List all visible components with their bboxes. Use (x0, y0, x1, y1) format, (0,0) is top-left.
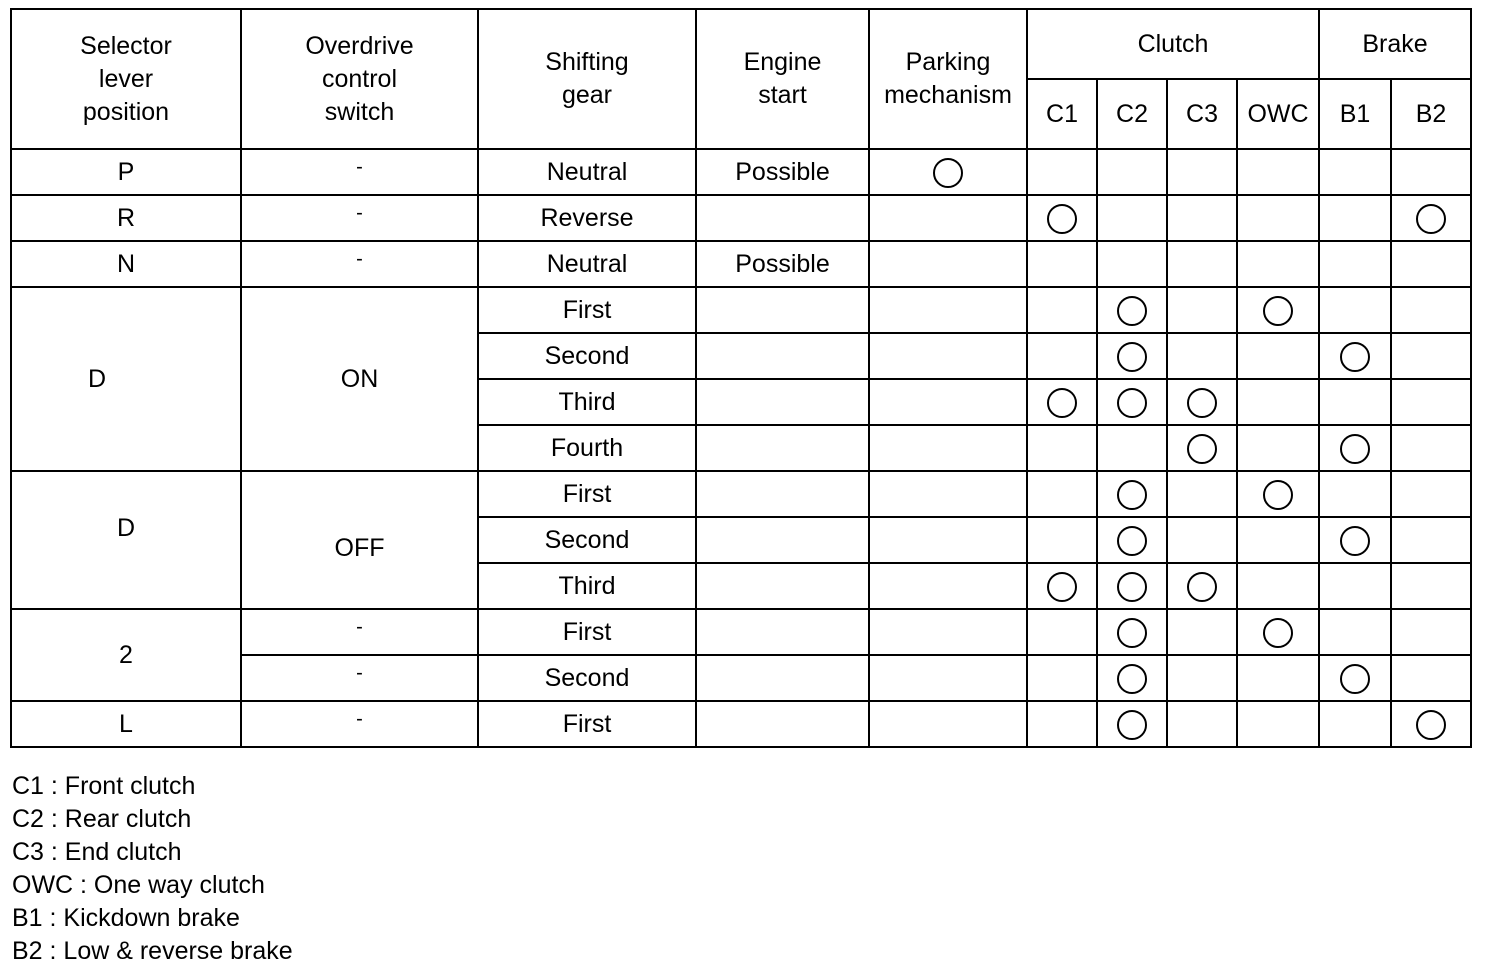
cell-parking-mechanism (869, 287, 1027, 333)
cell-c1 (1027, 425, 1097, 471)
cell-overdrive (241, 701, 478, 747)
cell-c2 (1097, 287, 1167, 333)
cell-selector (11, 287, 241, 471)
cell-engine-start (696, 563, 869, 609)
cell-shifting-gear: First (478, 287, 696, 333)
cell-owc (1237, 195, 1319, 241)
cell-selector (11, 241, 241, 287)
cell-selector (11, 471, 241, 609)
cell-selector (11, 195, 241, 241)
cell-parking-mechanism (869, 471, 1027, 517)
table-row (11, 609, 1471, 655)
cell-shifting-gear: Second (478, 517, 696, 563)
selector-value: D (88, 364, 107, 393)
cell-c1 (1027, 149, 1097, 195)
engaged-circle-icon (1117, 618, 1147, 648)
cell-c2 (1097, 195, 1167, 241)
engaged-circle-icon (1263, 618, 1293, 648)
cell-c3 (1167, 379, 1237, 425)
legend-item-b2: B2 : Low & reverse brake (12, 937, 293, 965)
table-row (11, 471, 1471, 517)
cell-shifting-gear: Third (478, 379, 696, 425)
engaged-circle-icon (1263, 480, 1293, 510)
engaged-circle-icon (1187, 572, 1217, 602)
selector-value: D (116, 513, 136, 542)
cell-engine-start (696, 379, 869, 425)
selector-value: R (116, 203, 136, 232)
engaged-circle-icon (1187, 388, 1217, 418)
cell-c3 (1167, 425, 1237, 471)
cell-b1 (1319, 425, 1391, 471)
cell-b2 (1391, 287, 1471, 333)
engaged-circle-icon (1340, 526, 1370, 556)
overdrive-value: ON (340, 364, 379, 393)
engaged-circle-icon (1416, 710, 1446, 740)
cell-shifting-gear: Fourth (478, 425, 696, 471)
cell-c1 (1027, 287, 1097, 333)
cell-parking-mechanism (869, 149, 1027, 195)
overdrive-value: - (356, 661, 363, 684)
cell-shifting-gear: Reverse (478, 195, 696, 241)
legend-item-c3: C3 : End clutch (12, 838, 182, 866)
cell-selector (11, 609, 241, 701)
table-row (11, 149, 1471, 195)
engaged-circle-icon (1117, 664, 1147, 694)
engaged-circle-icon (933, 158, 963, 188)
cell-b1 (1319, 563, 1391, 609)
cell-selector (11, 149, 241, 195)
cell-c1 (1027, 563, 1097, 609)
cell-c3 (1167, 333, 1237, 379)
cell-c1 (1027, 195, 1097, 241)
table-row (11, 241, 1471, 287)
cell-owc (1237, 655, 1319, 701)
cell-overdrive (241, 609, 478, 655)
cell-b1 (1319, 609, 1391, 655)
cell-c2 (1097, 609, 1167, 655)
cell-parking-mechanism (869, 655, 1027, 701)
cell-engine-start (696, 701, 869, 747)
header-owc: OWC (1237, 79, 1319, 149)
cell-c2 (1097, 241, 1167, 287)
engaged-circle-icon (1263, 296, 1293, 326)
engaged-circle-icon (1340, 434, 1370, 464)
header-c3: C3 (1167, 79, 1237, 149)
cell-b1 (1319, 149, 1391, 195)
cell-c1 (1027, 333, 1097, 379)
overdrive-value: - (356, 707, 363, 730)
cell-b2 (1391, 701, 1471, 747)
selector-value: N (116, 249, 136, 278)
cell-owc (1237, 517, 1319, 563)
cell-engine-start (696, 287, 869, 333)
cell-shifting-gear: First (478, 609, 696, 655)
overdrive-value: OFF (334, 533, 385, 562)
engaged-circle-icon (1047, 388, 1077, 418)
cell-c2 (1097, 333, 1167, 379)
cell-c1 (1027, 379, 1097, 425)
cell-b1 (1319, 287, 1391, 333)
header-brake: Brake (1319, 9, 1471, 79)
cell-b2 (1391, 425, 1471, 471)
cell-b1 (1319, 701, 1391, 747)
cell-c1 (1027, 471, 1097, 517)
header-c2: C2 (1097, 79, 1167, 149)
cell-c3 (1167, 195, 1237, 241)
header-c1: C1 (1027, 79, 1097, 149)
cell-shifting-gear: Neutral (478, 241, 696, 287)
cell-b2 (1391, 655, 1471, 701)
cell-b2 (1391, 379, 1471, 425)
engaged-circle-icon (1117, 296, 1147, 326)
cell-b1 (1319, 333, 1391, 379)
table-header (11, 9, 1471, 149)
cell-shifting-gear: Second (478, 655, 696, 701)
cell-c3 (1167, 287, 1237, 333)
cell-owc (1237, 149, 1319, 195)
cell-c3 (1167, 241, 1237, 287)
table-row (11, 195, 1471, 241)
cell-parking-mechanism (869, 563, 1027, 609)
cell-b1 (1319, 379, 1391, 425)
cell-c1 (1027, 701, 1097, 747)
engaged-circle-icon (1340, 342, 1370, 372)
header-engine-start: Engine start (696, 9, 869, 149)
cell-owc (1237, 701, 1319, 747)
cell-c2 (1097, 471, 1167, 517)
header-overdrive-control-switch: Overdrive control switch (241, 9, 478, 149)
cell-c3 (1167, 471, 1237, 517)
cell-b1 (1319, 517, 1391, 563)
overdrive-value: - (356, 201, 363, 224)
cell-overdrive (241, 195, 478, 241)
cell-b2 (1391, 241, 1471, 287)
cell-c3 (1167, 609, 1237, 655)
shift-table (10, 8, 1472, 748)
table-body (11, 149, 1471, 747)
cell-shifting-gear: First (478, 701, 696, 747)
table-row (11, 701, 1471, 747)
cell-b1 (1319, 195, 1391, 241)
cell-parking-mechanism (869, 609, 1027, 655)
cell-c2 (1097, 517, 1167, 563)
header-b2: B2 (1391, 79, 1471, 149)
cell-owc (1237, 425, 1319, 471)
cell-owc (1237, 379, 1319, 425)
overdrive-value: - (356, 615, 363, 638)
cell-owc (1237, 241, 1319, 287)
cell-b2 (1391, 149, 1471, 195)
header-parking-mechanism: Parking mechanism (869, 9, 1027, 149)
overdrive-value: - (356, 155, 363, 178)
cell-owc (1237, 287, 1319, 333)
cell-shifting-gear: Neutral (478, 149, 696, 195)
selector-value: 2 (119, 640, 133, 669)
cell-c3 (1167, 517, 1237, 563)
legend-item-owc: OWC : One way clutch (12, 871, 265, 899)
cell-engine-start: Possible (696, 241, 869, 287)
cell-overdrive (241, 655, 478, 701)
legend-item-b1: B1 : Kickdown brake (12, 904, 240, 932)
cell-overdrive (241, 241, 478, 287)
cell-c3 (1167, 563, 1237, 609)
cell-shifting-gear: Third (478, 563, 696, 609)
cell-engine-start: Possible (696, 149, 869, 195)
engaged-circle-icon (1117, 388, 1147, 418)
cell-b2 (1391, 471, 1471, 517)
engaged-circle-icon (1047, 572, 1077, 602)
cell-engine-start (696, 655, 869, 701)
cell-parking-mechanism (869, 195, 1027, 241)
cell-owc (1237, 609, 1319, 655)
cell-parking-mechanism (869, 701, 1027, 747)
cell-parking-mechanism (869, 517, 1027, 563)
selector-value: P (117, 157, 135, 186)
cell-overdrive (241, 287, 478, 471)
cell-engine-start (696, 333, 869, 379)
engaged-circle-icon (1117, 480, 1147, 510)
cell-c3 (1167, 655, 1237, 701)
table-row (11, 287, 1471, 333)
cell-c2 (1097, 149, 1167, 195)
cell-engine-start (696, 471, 869, 517)
legend-item-c2: C2 : Rear clutch (12, 805, 192, 833)
cell-c2 (1097, 655, 1167, 701)
cell-c2 (1097, 425, 1167, 471)
cell-shifting-gear: First (478, 471, 696, 517)
engaged-circle-icon (1416, 204, 1446, 234)
cell-parking-mechanism (869, 333, 1027, 379)
cell-c1 (1027, 609, 1097, 655)
engaged-circle-icon (1117, 710, 1147, 740)
cell-engine-start (696, 517, 869, 563)
cell-b1 (1319, 471, 1391, 517)
engaged-circle-icon (1187, 434, 1217, 464)
engaged-circle-icon (1117, 526, 1147, 556)
legend-item-c1: C1 : Front clutch (12, 772, 196, 800)
cell-overdrive (241, 471, 478, 609)
cell-owc (1237, 563, 1319, 609)
header-selector-lever-position: Selector lever position (11, 9, 241, 149)
cell-engine-start (696, 425, 869, 471)
cell-parking-mechanism (869, 425, 1027, 471)
cell-b2 (1391, 333, 1471, 379)
cell-engine-start (696, 195, 869, 241)
cell-b2 (1391, 517, 1471, 563)
cell-b2 (1391, 195, 1471, 241)
cell-c3 (1167, 149, 1237, 195)
header-shifting-gear: Shifting gear (478, 9, 696, 149)
header-b1: B1 (1319, 79, 1391, 149)
engaged-circle-icon (1047, 204, 1077, 234)
selector-value: L (119, 709, 133, 738)
cell-c2 (1097, 563, 1167, 609)
cell-selector (11, 701, 241, 747)
cell-b1 (1319, 655, 1391, 701)
cell-c2 (1097, 701, 1167, 747)
cell-b2 (1391, 609, 1471, 655)
cell-b2 (1391, 563, 1471, 609)
engaged-circle-icon (1117, 572, 1147, 602)
cell-c1 (1027, 517, 1097, 563)
cell-engine-start (696, 609, 869, 655)
overdrive-value: - (356, 247, 363, 270)
engaged-circle-icon (1117, 342, 1147, 372)
cell-c1 (1027, 241, 1097, 287)
cell-c3 (1167, 701, 1237, 747)
cell-b1 (1319, 241, 1391, 287)
engaged-circle-icon (1340, 664, 1370, 694)
cell-owc (1237, 333, 1319, 379)
cell-parking-mechanism (869, 379, 1027, 425)
cell-c1 (1027, 655, 1097, 701)
legend (12, 770, 293, 968)
cell-shifting-gear: Second (478, 333, 696, 379)
header-clutch: Clutch (1027, 9, 1319, 79)
cell-overdrive (241, 149, 478, 195)
cell-owc (1237, 471, 1319, 517)
cell-c2 (1097, 379, 1167, 425)
cell-parking-mechanism (869, 241, 1027, 287)
